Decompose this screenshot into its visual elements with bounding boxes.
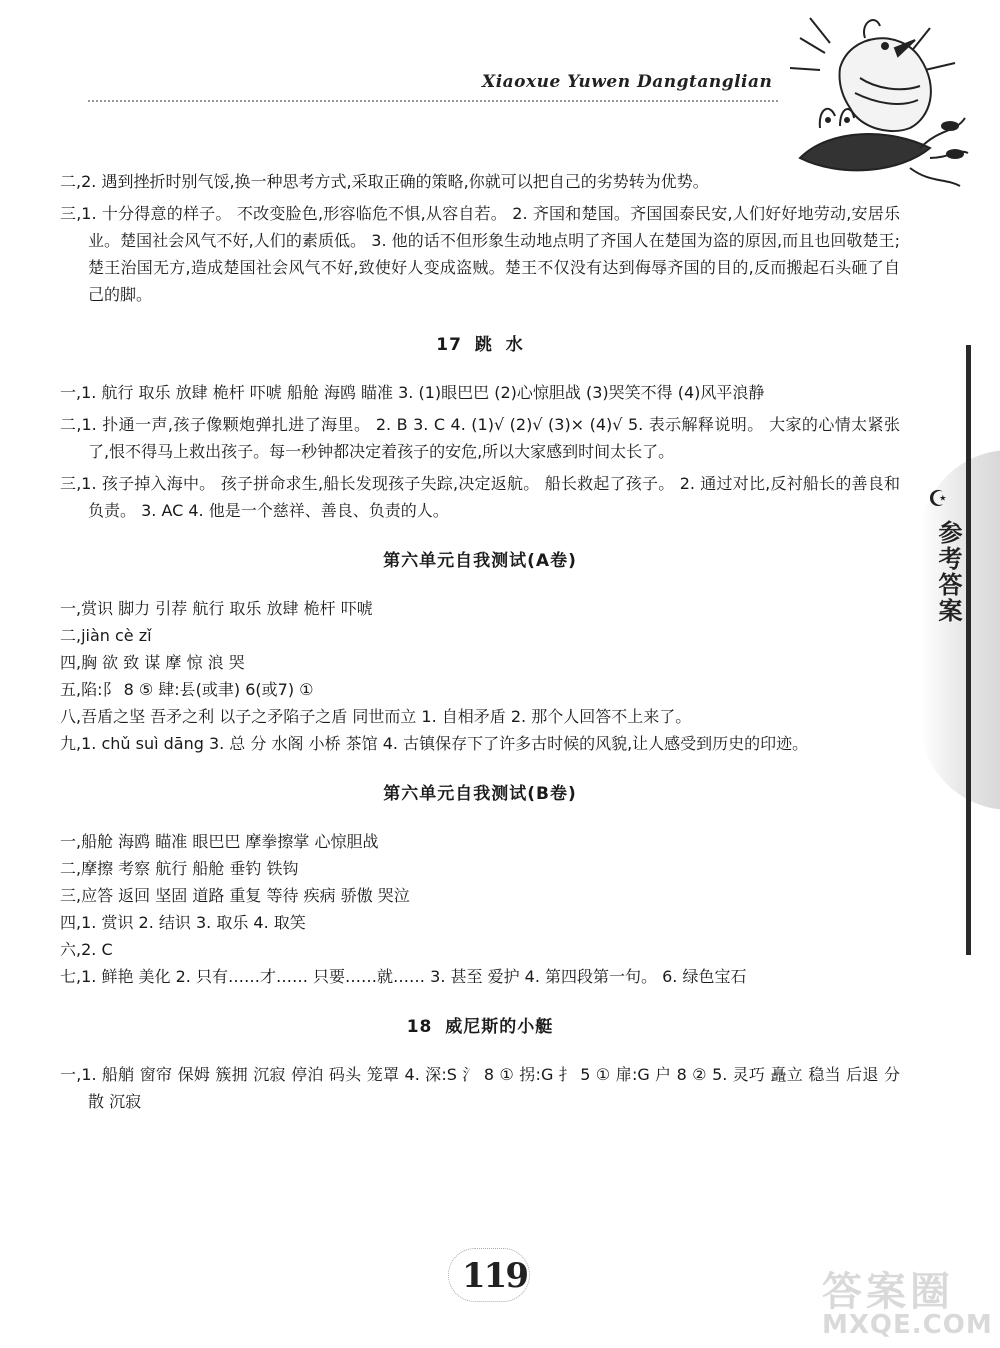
- answer-line: 二,摩擦 考察 航行 船舱 垂钓 铁钩: [60, 859, 299, 878]
- answer-line: 四,胸 欲 致 谋 摩 惊 浪 哭: [60, 653, 245, 672]
- section-intro: [60, 168, 900, 308]
- answer-line: 三,1. 孩子掉入海中。 孩子拼命求生,船长发现孩子失踪,决定返航。 船长救起了孩子。 2. 通过对比,反衬船长的善良和负责。 3. AC 4. 他是一个慈祥、善良、负责的人。: [60, 474, 900, 520]
- side-bar: [966, 345, 971, 955]
- section-heading: 18 威尼斯的小艇: [406, 1017, 554, 1037]
- section-heading: 第六单元自我测试(B卷): [383, 784, 577, 804]
- answer-line: 六,2. C: [60, 940, 113, 959]
- answer-line: 一,1. 船艄 窗帘 保姆 簇拥 沉寂 停泊 码头 笼罩 4. 深:S 氵 8 ① 拐:G 扌 5 ① 扉:G 户 8 ② 5. 灵巧 矗立 稳当 后退 分散 沉寂: [60, 1065, 900, 1111]
- section-unit6-a: [60, 548, 900, 757]
- bird-illustration: [780, 8, 970, 188]
- answer-line: 一,1. 航行 取乐 放肆 桅杆 吓唬 船舱 海鸥 瞄准 3. (1)眼巴巴 (2)心惊胆战 (3)哭笑不得 (4)风平浪静: [60, 383, 765, 402]
- watermark-logo: 答案圈: [822, 1269, 954, 1315]
- answer-line: 二,1. 扑通一声,孩子像颗炮弹扎进了海里。 2. B 3. C 4. (1)√ (2)√ (3)× (4)√ 5. 表示解释说明。 大家的心情太紧张了,恨不得马上救出孩子。每一秒钟都决定着孩子的安危,所以大家感到时间太长了。: [60, 415, 900, 461]
- answer-line: 九,1. chǔ suì dāng 3. 总 分 水阁 小桥 茶馆 4. 古镇保存下了许多古时候的风貌,让人感受到历史的印迹。: [60, 734, 809, 753]
- answer-line: 七,1. 鲜艳 美化 2. 只有……才…… 只要……就…… 3. 甚至 爱护 4. 第四段第一句。 6. 绿色宝石: [60, 967, 747, 986]
- side-label: 参考答案: [934, 520, 962, 624]
- page-number: 119: [462, 1256, 527, 1296]
- header-title: Xiaoxue Yuwen Dangtanglian: [482, 72, 773, 92]
- answer-line: 二,2. 遇到挫折时别气馁,换一种思考方式,采取正确的策略,你就可以把自己的劣势转为优势。: [60, 172, 709, 191]
- answer-line: 三,应答 返回 坚固 道路 重复 等待 疾病 骄傲 哭泣: [60, 886, 410, 905]
- answer-line: 一,赏识 脚力 引荐 航行 取乐 放肆 桅杆 吓唬: [60, 599, 373, 618]
- answer-line: 八,吾盾之坚 吾矛之利 以子之矛陷子之盾 同世而立 1. 自相矛盾 2. 那个人回答不上来了。: [60, 707, 692, 726]
- section-heading: 17 跳 水: [436, 335, 524, 355]
- answer-line: 五,陷:阝 8 ⑤ 肆:镸(或聿) 6(或7) ①: [60, 680, 314, 699]
- answer-content: [60, 168, 900, 1115]
- section-17: [60, 332, 900, 524]
- answer-line: 一,船舱 海鸥 瞄准 眼巴巴 摩拳擦掌 心惊胆战: [60, 832, 379, 851]
- header-divider: [88, 100, 778, 102]
- answer-line: 三,1. 十分得意的样子。 不改变脸色,形容临危不惧,从容自若。 2. 齐国和楚国。齐国国泰民安,人们好好地劳动,安居乐业。楚国社会风气不好,人们的素质低。 3. 他的话不但形象生动地点明了齐国人在楚国为盗的原因,而且也回敬楚王;楚王治国无方,造成楚国社会风气不好,致使好人变成盗贼。楚王不仅没有达到侮辱齐国的目的,反而搬起石头砸了自己的脚。: [60, 204, 900, 304]
- section-18: [60, 1014, 900, 1115]
- section-unit6-b: [60, 781, 900, 990]
- moon-icon: ☪: [928, 487, 948, 512]
- answer-line: 二,jiàn cè zǐ: [60, 626, 152, 645]
- answer-line: 四,1. 赏识 2. 结识 3. 取乐 4. 取笑: [60, 913, 306, 932]
- section-heading: 第六单元自我测试(A卷): [383, 551, 577, 571]
- watermark-url: MXQE.COM: [822, 1310, 993, 1340]
